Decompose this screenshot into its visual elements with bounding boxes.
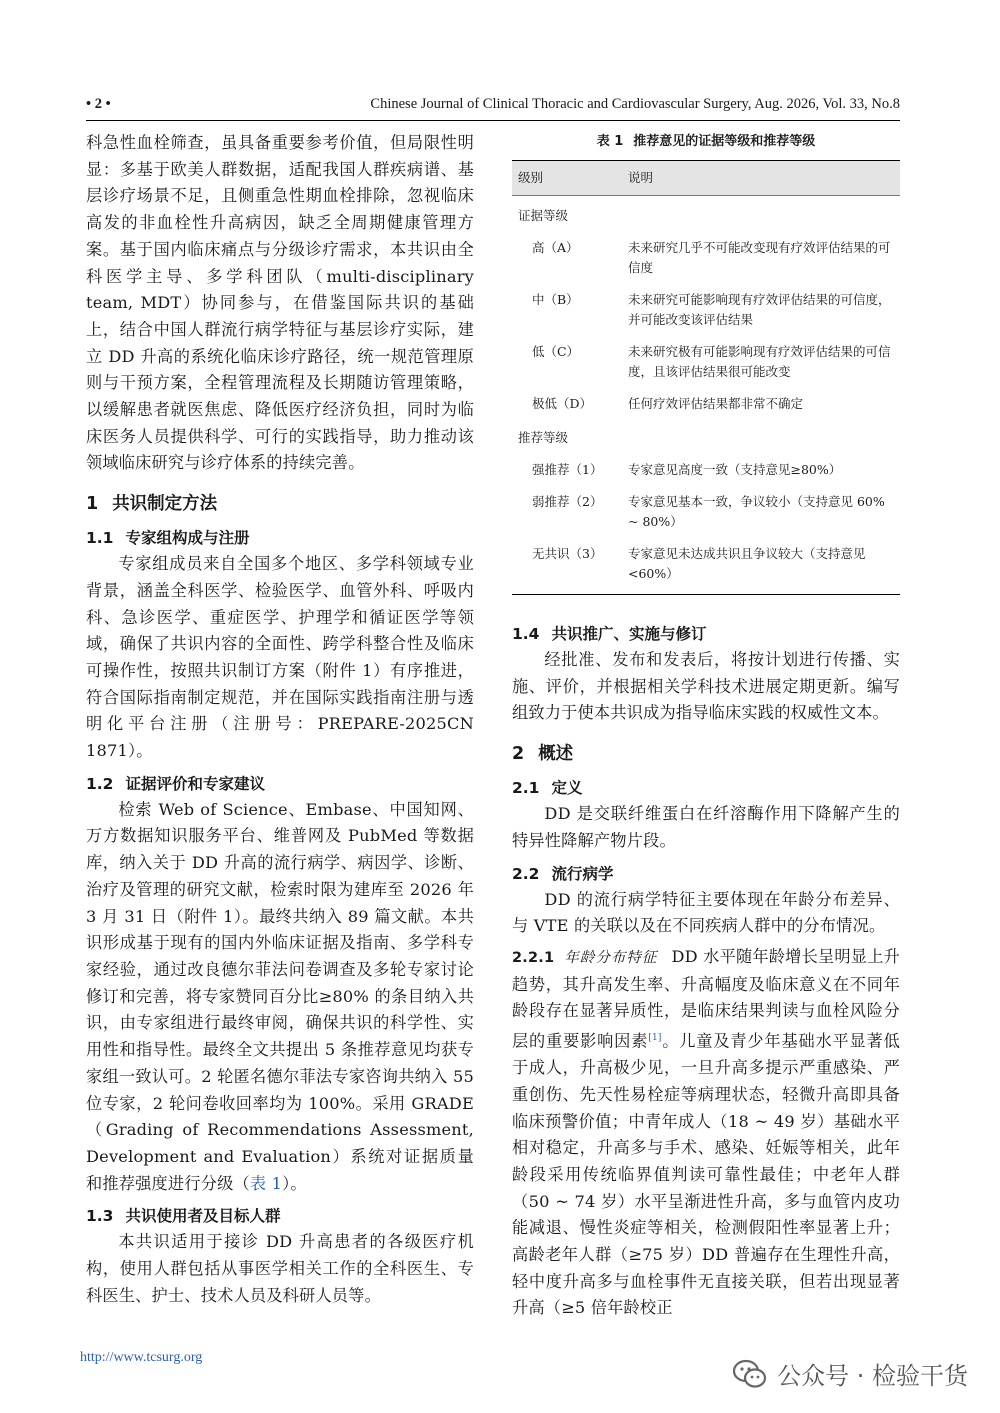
table-row [512,386,900,418]
table-header-row [512,161,900,196]
subsection-title: 定义 [551,779,583,798]
journal-citation: Chinese Journal of Clinical Thoracic and Cardiovascular Surgery, Aug. 2026, Vol. 33, No.8 [370,96,900,112]
subsection-number: 1.2 [86,774,114,793]
subsection-2-2-text: DD 的流行病学特征主要体现在年龄分布差异、与 VTE 的关联以及在不同疾病人群中的分布情况。 [512,889,900,936]
table-section-row [512,196,900,231]
paragraph-text: DD 水平随年龄增长呈明显上升趋势，其升高发生率、升高幅度及临床意义在不同年龄段存在显著异质性，是临床结果判读与血栓风险分层的重要影响因素 [512,946,901,1051]
description-cell: 未来研究可能影响现有疗效评估结果的可信度，并可能改变该评估结果 [628,292,891,327]
level-cell: 强推荐（1） [532,462,603,477]
level-cell: 无共识（3） [532,546,603,561]
intro-paragraph: 科急性血栓筛查，虽具备重要参考价值，但局限性明显：多基于欧美人群数据，适配我国人群疾病谱、基层诊疗场景不足，且侧重急性期血栓排除，忽视临床高发的非血栓性升高病因，缺乏全周期健康管理方案。基于国内临床痛点与分级诊疗需求，本共识由全科医学主导、多学科团队（multi-disciplinary team, MDT）协同参与，在借鉴国际共识的基础上，结合中国人群流行病学特征与基层诊疗实际，建立 DD 升高的系统化临床诊疗路径，统一规范管理原则与干预方案，全程管理流程及长期随访管理策略，以缓解患者就医焦虑、降低医疗经济负担，同时为临床医务人员提供科学、可行的实践指导，助力推动该领域临床研究与诊疗体系的持续完善。 [86,133,474,473]
level-cell: 极低（D） [532,396,593,411]
description-cell: 专家意见高度一致（支持意见≥80%） [628,462,842,477]
subsection-1-2-text [86,797,474,1198]
level-cell: 弱推荐（2） [532,494,603,509]
section-label-recommend: 推荐等级 [518,430,569,445]
subsection-1-4-text: 经批准、发布和发表后，将按计划进行传播、实施、评价，并根据相关学科技术进展定期更新。编写组致力于使本共识成为指导临床实践的权威性文本。 [512,650,900,723]
table-row [512,334,900,386]
section-label-evidence: 证据等级 [518,208,569,223]
section-title: 概述 [538,744,574,765]
wechat-icon [733,1359,767,1389]
table-row [512,484,900,536]
description-cell: 未来研究几乎不可能改变现有疗效评估结果的可信度 [628,240,891,275]
running-header [86,96,900,118]
section-title: 共识制定方法 [112,494,218,515]
subsection-title: 共识使用者及目标人群 [125,1207,281,1226]
citation-link[interactable]: [1] [648,1033,662,1044]
subsection-1-3-text: 本共识适用于接诊 DD 升高患者的各级医疗机构，使用人群包括从事医学相关工作的全科医生、专科医生、护士、技术人员及科研人员等。 [86,1232,474,1305]
col-header-level: 级别 [512,161,622,196]
subsection-1-2-heading [86,771,474,797]
table-row [512,282,900,334]
table-1-caption [512,132,900,152]
subsection-title: 专家组构成与注册 [125,529,250,548]
wechat-account-watermark [733,1356,968,1391]
col-header-description: 说明 [622,161,900,196]
table-section-row [512,418,900,452]
left-column [86,130,474,1309]
table-row [512,452,900,484]
subsection-title: 流行病学 [551,864,614,883]
subsection-1-3-heading [86,1203,474,1229]
subsection-1-1-text: 专家组成员来自全国多个地区、多学科领域专业背景，涵盖全科医学、检验医学、血管外科、呼吸内科、急诊医学、重症医学、护理学和循证医学等领域，确保了共识内容的全面性、跨学科整合性及临床可操作性，按照共识制订方案（附件 1）有序推进，符合国际指南制定规范，并在国际实践指南注册与透明化平台注册（注册号：PREPARE-2025CN 1871）。 [86,554,474,761]
subsection-2-2-1-heading [512,950,671,966]
subsection-number: 2.1 [512,779,540,798]
table-1-link[interactable]: 表 1 [249,1173,283,1193]
subsection-2-1-text: DD 是交联纤维蛋白在纤溶酶作用下降解产生的特异性降解产物片段。 [512,804,900,850]
paragraph-text-end: 。儿童及青少年基础水平显著低于成人，升高极少见，一旦升高多提示严重感染、严重创伤、先天性易栓症等病理状态，轻微升高即具备临床预警价值；中青年成人（18 ~ 49 岁）基础水平相对稳定，升高多与手术、感染、妊娠等相关，此年龄段采用传统临界值判读可靠性最佳；中老年人群（50 ~ 74 岁）水平呈渐进性升高，多与血管内皮功能减退、慢性炎症等相关，检测假阳性率显著上升；高龄老年人群（≥75 岁）DD 普遍存在生理性升高，轻中度升高多与血栓事件无直接关联，但若出现显著升高（≥5 倍年龄校正 [512,1031,900,1318]
subsection-2-2-1-text [512,944,900,1322]
subsection-number: 2.2.1 [512,949,555,966]
table-row [512,536,900,595]
evidence-grade-table [512,160,900,595]
level-cell: 高（A） [532,240,579,255]
journal-url-link[interactable]: http://www.tcsurg.org [80,1350,203,1365]
section-number: 1 [86,494,99,515]
subsection-1-1-heading [86,525,474,551]
description-cell: 未来研究极有可能影响现有疗效评估结果的可信度，且该评估结果很可能改变 [628,344,891,379]
subsection-title: 证据评价和专家建议 [125,774,265,793]
description-cell: 任何疗效评估结果都非常不确定 [628,396,804,411]
description-cell: 专家意见基本一致，争议较小（支持意见 60% ~ 80%） [628,494,885,529]
subsection-2-2-heading [512,861,900,887]
subsection-number: 1.1 [86,529,114,548]
right-column [512,130,900,1322]
subsection-2-1-heading [512,775,900,801]
wechat-account-label: 公众号 · 检验干货 [777,1362,968,1390]
paragraph-text-end: ）。 [282,1173,307,1193]
page-number: • 2 • [86,96,111,112]
subsection-number: 1.4 [512,625,540,643]
section-1-heading [86,491,474,517]
level-cell: 低（C） [532,344,580,359]
table-row [512,230,900,282]
subsection-title: 共识推广、实施与修订 [551,625,707,643]
subsection-number: 2.2 [512,864,540,883]
section-2-heading [512,741,900,767]
table-title: 推荐意见的证据等级和推荐等级 [633,134,816,149]
table-number: 表 1 [596,134,624,149]
subsection-title: 年龄分布特征 [564,949,658,966]
description-cell: 专家意见未达成共识且争议较大（支持意见<60%） [628,546,866,581]
header-rule [86,120,900,121]
paragraph-text: 检索 Web of Science、Embase、中国知网、万方数据知识服务平台、维普网及 PubMed 等数据库，纳入关于 DD 升高的流行病学、病因学、诊断、治疗及管理的研究文献，检索时限为建库至 2026 年 3 月 31 日（附件 1）。最终共纳入 89 篇文献。本共识形成基于现有的国内外临床证据及指南、多学科专家经验，通过改良德尔菲法问卷调查及多轮专家讨论修订和完善，将专家赞同百分比≥80% 的条目纳入共识，由专家组进行最终审阅，确保共识的科学性、实用性和指导性。最终全文共提出 5 条推荐意见均获专家组一致认可。2 轮匿名德尔菲法专家咨询共纳入 55 位专家，2 轮问卷收回率均为 100%。采用 GRADE（Grading of Recommendations Assessment, Development and Evaluation）系统对证据质量和推荐强度进行分级（ [86,799,474,1193]
subsection-1-4-heading [512,621,900,647]
level-cell: 中（B） [532,292,579,307]
subsection-number: 1.3 [86,1207,114,1226]
section-number: 2 [512,744,525,765]
